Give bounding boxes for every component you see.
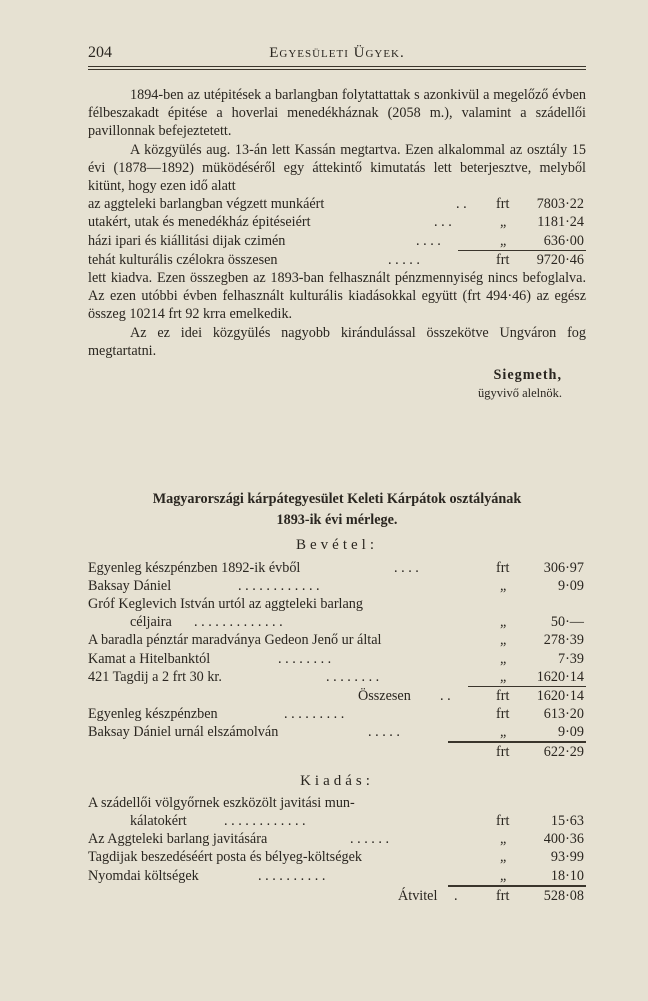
paragraph-next-meeting: Az ez idei közgyülés nagyobb kirándulással összekötve Ungváron fog megtartatni.	[88, 324, 586, 359]
signature-role: ügyvivő alelnök.	[477, 386, 562, 401]
income-row	[88, 577, 586, 595]
leader-dots: .	[454, 887, 458, 904]
amount: 18·10	[550, 867, 584, 884]
income-label: Egyenleg készpénzben	[88, 706, 218, 723]
amount: 9·09	[557, 577, 584, 594]
currency: frt	[496, 887, 510, 904]
leader-dots: . . . .	[416, 232, 441, 249]
signature-name: Siegmeth,	[493, 366, 562, 383]
income-label: 421 Tagdij a 2 frt 30 kr.	[88, 668, 222, 685]
leader-dots: . . . . .	[368, 724, 400, 741]
summary-label: házi ipari és kiállitási dijak czimén	[88, 232, 286, 249]
currency: „	[500, 577, 507, 594]
currency: „	[500, 650, 507, 667]
leader-dots: . . . . . . . . . . . .	[238, 577, 320, 594]
leader-dots: . . . . . . . .	[326, 668, 380, 685]
currency: frt	[496, 706, 510, 723]
balance-title: Magyarországi kárpátegyesület Keleti Kárpátok osztályának	[152, 491, 522, 507]
income-label: Baksay Dániel urnál elszámolván	[88, 724, 279, 741]
income-row	[88, 613, 586, 631]
currency: „	[500, 232, 507, 249]
currency: „	[500, 668, 507, 685]
income-table	[88, 559, 586, 762]
report-text	[88, 86, 586, 402]
income-label: A baradla pénztár maradványa Gedeon Jenő ur által	[88, 632, 382, 649]
expense-row	[88, 848, 586, 866]
income-row	[88, 668, 586, 686]
balance-sheet	[88, 490, 586, 905]
expense-heading: Kiadás:	[300, 772, 374, 789]
amount: 306·97	[543, 559, 584, 576]
amount: 9720·46	[536, 251, 584, 268]
income-row	[88, 595, 586, 613]
amount: 528·08	[543, 887, 584, 904]
summary-label: az aggteleki barlangban végzett munkáért	[88, 196, 325, 213]
leader-dots: . . . . . . . . . . . .	[224, 813, 306, 830]
income-label: Kamat a Hitelbanktól	[88, 650, 211, 667]
amount: 613·20	[543, 706, 584, 723]
running-title: Egyesületi Ügyek.	[269, 45, 405, 61]
expense-label: kálatokért	[130, 813, 187, 830]
summary-label: utakért, utak és menedékház épitéseiért	[88, 214, 311, 231]
expense-table	[88, 794, 586, 905]
currency: frt	[496, 813, 510, 830]
amount: 15·63	[550, 813, 584, 830]
amount: 50·—	[550, 614, 584, 631]
expense-label: A szádellői völgyőrnek eszközölt javitási mun-	[88, 794, 355, 811]
currency: frt	[496, 196, 510, 213]
summary-total-row	[88, 251, 586, 269]
amount: 278·39	[543, 632, 584, 649]
income-grand-row	[88, 743, 586, 761]
income-row	[88, 559, 586, 577]
signature-block	[88, 366, 586, 402]
summary-table	[88, 195, 586, 269]
amount: 400·36	[543, 831, 584, 848]
paragraph-construction: 1894-ben az utépitések a barlangban folytattattak s azonkivül a megelőző évben félbeszakadt épitése a hoverlai menedékháznak (2058 m.), valamint a szádellői pavillonnak befejeztetett.	[88, 87, 586, 140]
income-label: céljaira	[130, 614, 172, 631]
summary-total-label: tehát kulturális czélokra összesen	[88, 251, 278, 268]
paragraph-expenditure: lett kiadva. Ezen összegben az 1893-ban felhasznált pénzmennyiség nincs befoglalva. Az ezen utóbbi évben felhasznált kulturális kiadásokkal együtt (frt 494·46) az egész összeg 10214 frt 92 krra emelkedik.	[88, 269, 586, 323]
income-label: Baksay Dániel	[88, 577, 172, 594]
amount: 1620·14	[536, 687, 584, 704]
currency: „	[500, 724, 507, 741]
paragraph-general-meeting: A közgyülés aug. 13-án lett Kassán megtartva. Ezen alkalommal az osztály 15 évi (1878—1892) müködéséről egy áttekintő kimutatás lett beterjesztve, melyből kitünt, hogy ezen idő alatt	[88, 141, 586, 195]
balance-subtitle: 1893-ik évi mérlege.	[276, 512, 398, 529]
expense-label: Tagdijak beszedéséért posta és bélyeg-költségek	[88, 849, 362, 866]
amount: 636·00	[543, 232, 584, 249]
leader-dots: . . . .	[394, 559, 419, 576]
expense-row	[88, 812, 586, 830]
currency: „	[500, 214, 507, 231]
currency: „	[500, 614, 507, 631]
expense-label: Az Aggteleki barlang javitására	[88, 831, 268, 848]
amount: 1620·14	[536, 668, 584, 685]
leader-dots: . . . . . . . . . .	[258, 867, 326, 884]
currency: frt	[496, 559, 510, 576]
summary-row	[88, 213, 586, 231]
income-heading: Bevétel:	[296, 537, 378, 554]
income-total-row	[88, 687, 586, 705]
currency: frt	[496, 251, 510, 268]
leader-dots: . . . . . . . .	[278, 650, 332, 667]
header-rule-second	[88, 69, 586, 70]
summary-row	[88, 195, 586, 213]
leader-dots: . .	[456, 196, 467, 213]
income-row	[88, 705, 586, 723]
amount: 1181·24	[537, 214, 584, 231]
income-label: Gróf Keglevich István urtól az aggteleki barlang	[88, 595, 363, 612]
amount: 7803·22	[536, 196, 584, 213]
income-row	[88, 650, 586, 668]
currency: „	[500, 831, 507, 848]
amount: 622·29	[543, 744, 584, 761]
expense-row	[88, 830, 586, 848]
currency: frt	[496, 744, 510, 761]
expense-label: Nyomdai költségek	[88, 867, 199, 884]
leader-dots: . . .	[434, 214, 452, 231]
expense-row	[88, 794, 586, 812]
income-row	[88, 723, 586, 741]
leader-dots: . . . . . .	[350, 831, 390, 848]
amount: 7·39	[557, 650, 584, 667]
expense-row	[88, 867, 586, 885]
page-header	[88, 44, 586, 64]
carry-over-label: Átvitel	[398, 887, 438, 904]
page-number: 204	[88, 44, 112, 61]
income-row	[88, 631, 586, 649]
summary-row	[88, 232, 586, 250]
leader-dots: . . . . . . . . . . . . .	[194, 614, 283, 631]
income-label: Egyenleg készpénzben 1892-ik évből	[88, 559, 301, 576]
currency: „	[500, 849, 507, 866]
amount: 9·09	[557, 724, 584, 741]
currency: „	[500, 867, 507, 884]
expense-total-row	[88, 887, 586, 905]
leader-dots: . . . . . . . . .	[284, 706, 345, 723]
amount: 93·99	[550, 849, 584, 866]
income-total-label: Összesen	[358, 687, 411, 704]
header-rule	[88, 66, 586, 67]
leader-dots: . .	[440, 687, 451, 704]
leader-dots: . . . . .	[388, 251, 420, 268]
currency: frt	[496, 687, 510, 704]
currency: „	[500, 632, 507, 649]
